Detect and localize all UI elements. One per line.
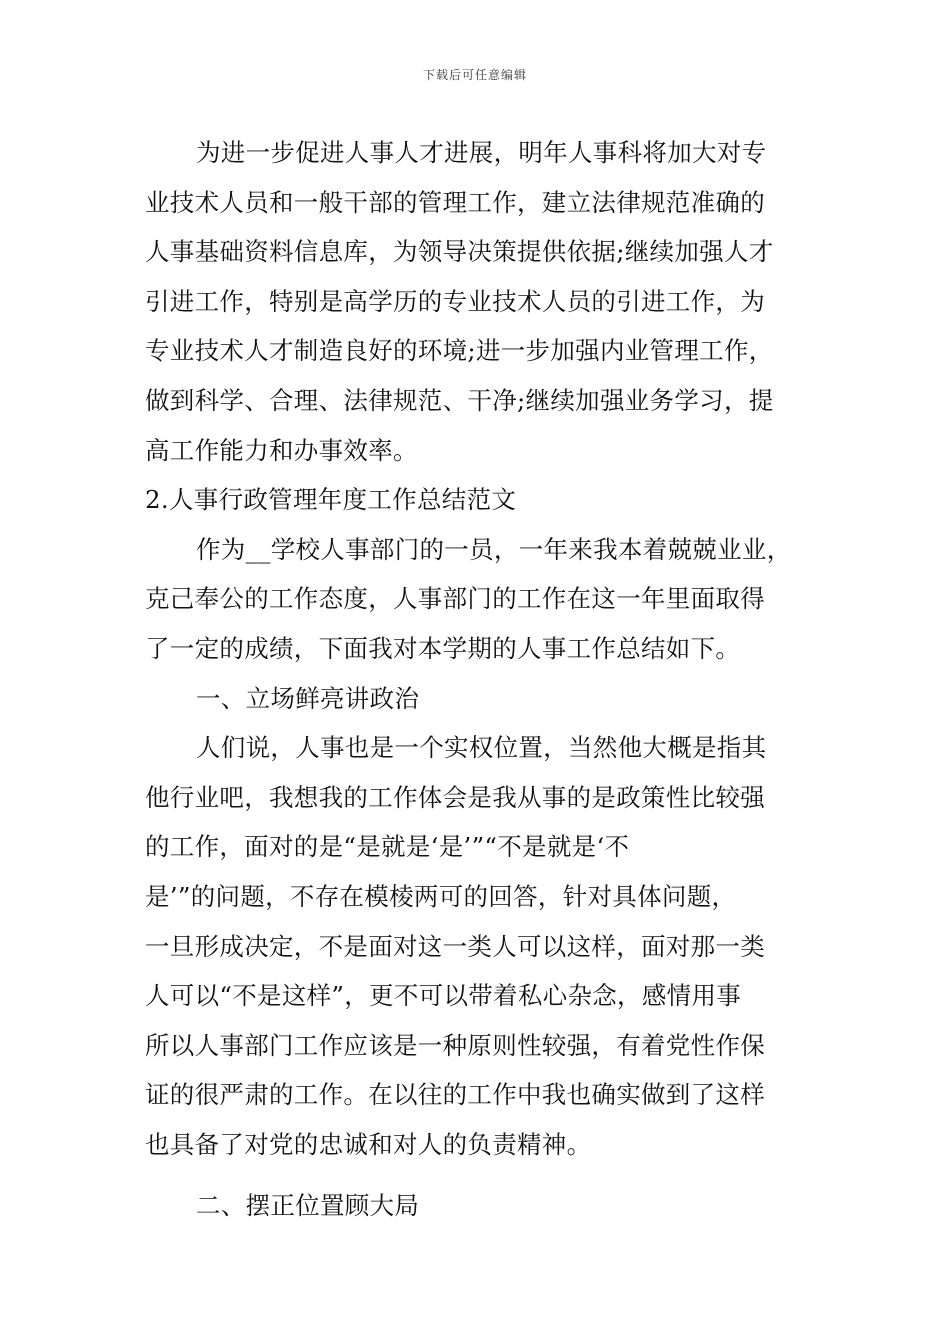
paragraph-line: 也具备了对党的忠诚和对人的负责精神。 <box>145 1129 592 1159</box>
subsection-heading: 二、摆正位置顾大局 <box>196 1191 420 1221</box>
paragraph-line: 证的很严肃的工作。在以往的工作中我也确实做到了这样 <box>145 1080 765 1110</box>
paragraph-line: 引进工作，特别是高学历的专业技术人员的引进工作，为 <box>145 286 765 316</box>
paragraph-line: 人可以“不是这样”，更不可以带着私心杂念，感情用事 <box>145 981 742 1011</box>
paragraph-line: 一旦形成决定，不是面对这一类人可以这样，面对那一类 <box>145 931 765 961</box>
paragraph-line: 为进一步促进人事人才进展，明年人事科将加大对专 <box>196 138 767 167</box>
paragraph-line: 他行业吧，我想我的工作体会是我从事的是政策性比较强 <box>145 782 765 812</box>
paragraph-line: 是’”的问题，不存在模棱两可的回答，针对具体问题， <box>145 881 737 911</box>
paragraph-line: 业技术人员和一般干部的管理工作，建立法律规范准确的 <box>145 187 765 217</box>
paragraph-line: 了一定的成绩，下面我对本学期的人事工作总结如下。 <box>145 633 741 663</box>
paragraph-gap <box>145 1169 810 1181</box>
paragraph-line: 做到科学、合理、法律规范、干净;继续加强业务学习，提 <box>145 385 774 415</box>
section-heading: 2.人事行政管理年度工作总结范文 <box>145 485 517 515</box>
paragraph-line: 作为__学校人事部门的一员，一年来我本着兢兢业业， <box>196 534 792 564</box>
subsection-heading: 一、立场鲜亮讲政治 <box>196 683 420 713</box>
header-note: 下载后可任意编辑 <box>422 68 527 82</box>
paragraph-line: 的工作，面对的是“是就是‘是’”“不是就是‘不 <box>145 832 630 862</box>
paragraph-line: 所以人事部门工作应该是一种原则性较强，有着党性作保 <box>145 1030 765 1060</box>
paragraph-line: 人事基础资料信息库，为领导决策提供依据;继续加强人才 <box>145 237 774 267</box>
document-body <box>145 128 810 1231</box>
paragraph-line: 专业技术人才制造良好的环境;进一步加强内业管理工作， <box>145 336 774 366</box>
paragraph-line: 人们说，人事也是一个实权位置，当然他大概是指其 <box>196 733 767 763</box>
paragraph-line: 高工作能力和办事效率。 <box>145 435 418 465</box>
paragraph-line: 克己奉公的工作态度，人事部门的工作在这一年里面取得 <box>145 584 765 614</box>
